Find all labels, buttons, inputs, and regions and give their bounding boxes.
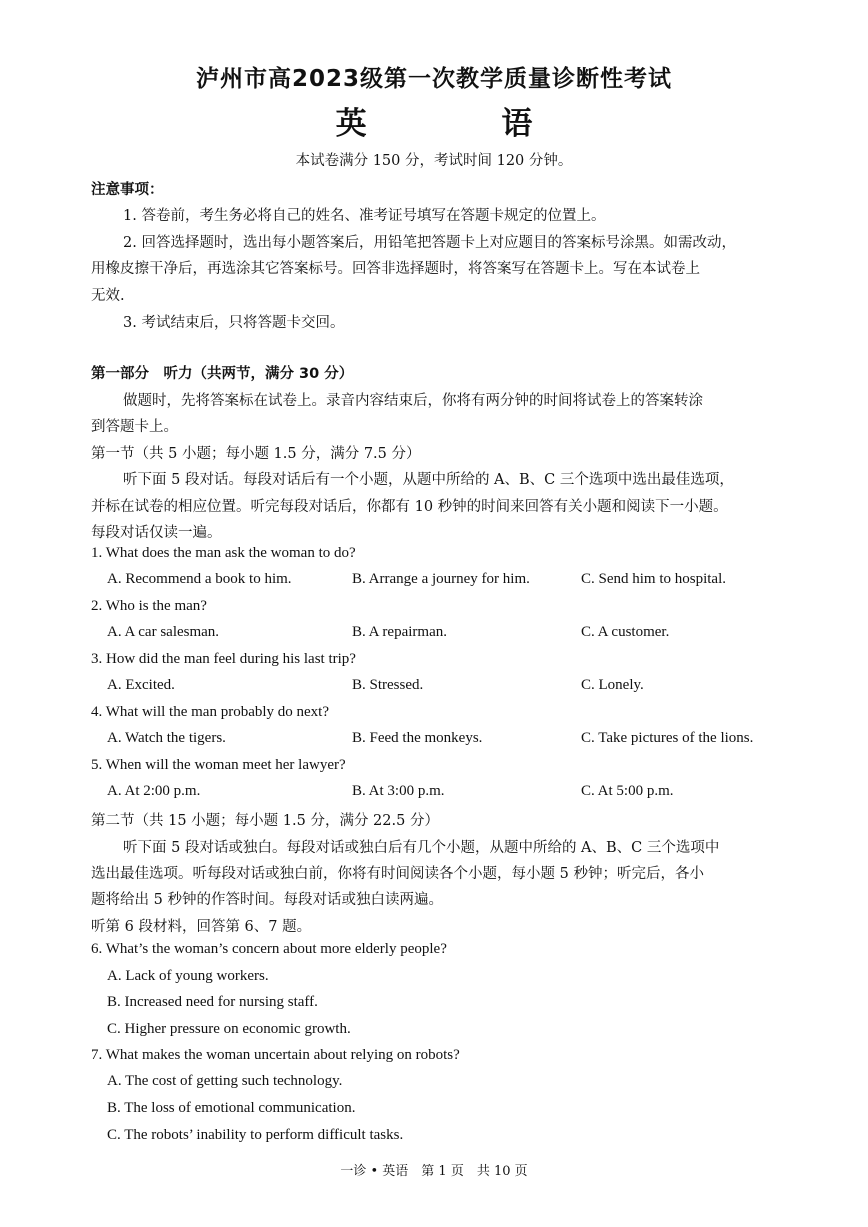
question-6-option-b: B. Increased need for nursing staff. [107,994,318,1010]
question-5-option-c: C. At 5:00 p.m. [581,783,674,799]
question-3-option-c: C. Lonely. [581,677,644,693]
question-7-option-a: A. The cost of getting such technology. [107,1073,343,1089]
exam-title: 泸州市高2023级第一次教学质量诊断性考试 [195,66,672,92]
question-2-option-c: C. A customer. [581,624,670,640]
section2-instructions-line-1: 听下面 5 段对话或独白。每段对话或独白后有几个小题，从题中所给的 A、B、C 三个选项中 [123,840,720,856]
section1-heading: 第一节（共 5 小题；每小题 1.5 分，满分 7.5 分） [91,446,421,462]
notice-heading: 注意事项： [91,182,164,198]
question-3-option-a: A. Excited. [107,677,175,693]
question-5-stem: 5. When will the woman meet her lawyer? [91,757,346,773]
question-7-stem: 7. What makes the woman uncertain about relying on robots? [91,1047,460,1063]
part1-intro-line-1: 做题时，先将答案标在试卷上。录音内容结束后，你将有两分钟的时间将试卷上的答案转涂 [123,393,703,409]
question-6-option-a: A. Lack of young workers. [107,968,269,984]
notice-item-2-line-2: 用橡皮擦干净后，再选涂其它答案标号。回答非选择题时，将答案写在答题卡上。写在本试卷上 [91,261,700,277]
section2-instructions-line-2: 选出最佳选项。听每段对话或独白前，你将有时间阅读各个小题，每小题 5 秒钟；听完后，各小 [91,866,704,882]
subject-title: 英 语 [335,106,595,142]
question-6-option-c: C. Higher pressure on economic growth. [107,1021,351,1037]
question-4-stem: 4. What will the man probably do next? [91,704,330,720]
question-4-option-a: A. Watch the tigers. [107,730,226,746]
question-6-stem: 6. What’s the woman’s concern about more elderly people? [91,941,447,957]
part1-intro-line-2: 到答题卡上。 [91,419,178,435]
section2-heading: 第二节（共 15 小题；每小题 1.5 分，满分 22.5 分） [91,813,439,829]
section1-instructions-line-2: 并标在试卷的相应位置。听完每段对话后，你都有 10 秒钟的时间来回答有关小题和阅读下一小题。 [91,499,728,515]
part1-heading: 第一部分 听力（共两节，满分 30 分） [91,366,354,382]
question-1-option-b: B. Arrange a journey for him. [352,571,530,587]
question-4-option-b: B. Feed the monkeys. [352,730,483,746]
question-5-option-b: B. At 3:00 p.m. [352,783,445,799]
question-5-option-a: A. At 2:00 p.m. [107,783,201,799]
question-4-option-c: C. Take pictures of the lions. [581,730,754,746]
notice-item-3: 3. 考试结束后，只将答题卡交回。 [123,315,345,331]
question-3-stem: 3. How did the man feel during his last trip? [91,651,356,667]
question-2-option-a: A. A car salesman. [107,624,220,640]
question-2-stem: 2. Who is the man? [91,598,207,614]
question-7-option-c: C. The robots’ inability to perform difficult tasks. [107,1127,404,1143]
question-1-stem: 1. What does the man ask the woman to do? [91,545,356,561]
notice-item-2-line-1: 2. 回答选择题时，选出每小题答案后，用铅笔把答题卡上对应题目的答案标号涂黑。如需改动， [123,235,736,251]
section2-instructions-line-3: 题将给出 5 秒钟的作答时间。每段对话或独白读两遍。 [91,892,443,908]
exam-meta: 本试卷满分 150 分，考试时间 120 分钟。 [295,153,573,169]
section1-instructions-line-3: 每段对话仅读一遍。 [91,525,222,541]
page-footer: 一诊 • 英语 第 1 页 共 10 页 [340,1164,528,1179]
question-2-option-b: B. A repairman. [352,624,447,640]
section1-instructions-line-1: 听下面 5 段对话。每段对话后有一个小题，从题中所给的 A、B、C 三个选项中选出最佳选项， [123,472,734,488]
question-1-option-c: C. Send him to hospital. [581,571,727,587]
material-6-note: 听第 6 段材料，回答第 6、7 题。 [91,919,312,935]
question-7-option-b: B. The loss of emotional communication. [107,1100,356,1116]
question-3-option-b: B. Stressed. [352,677,424,693]
notice-item-2-line-3: 无效. [91,288,125,304]
question-1-option-a: A. Recommend a book to him. [107,571,292,587]
notice-item-1: 1. 答卷前，考生务必将自己的姓名、准考证号填写在答题卡规定的位置上。 [123,208,606,224]
